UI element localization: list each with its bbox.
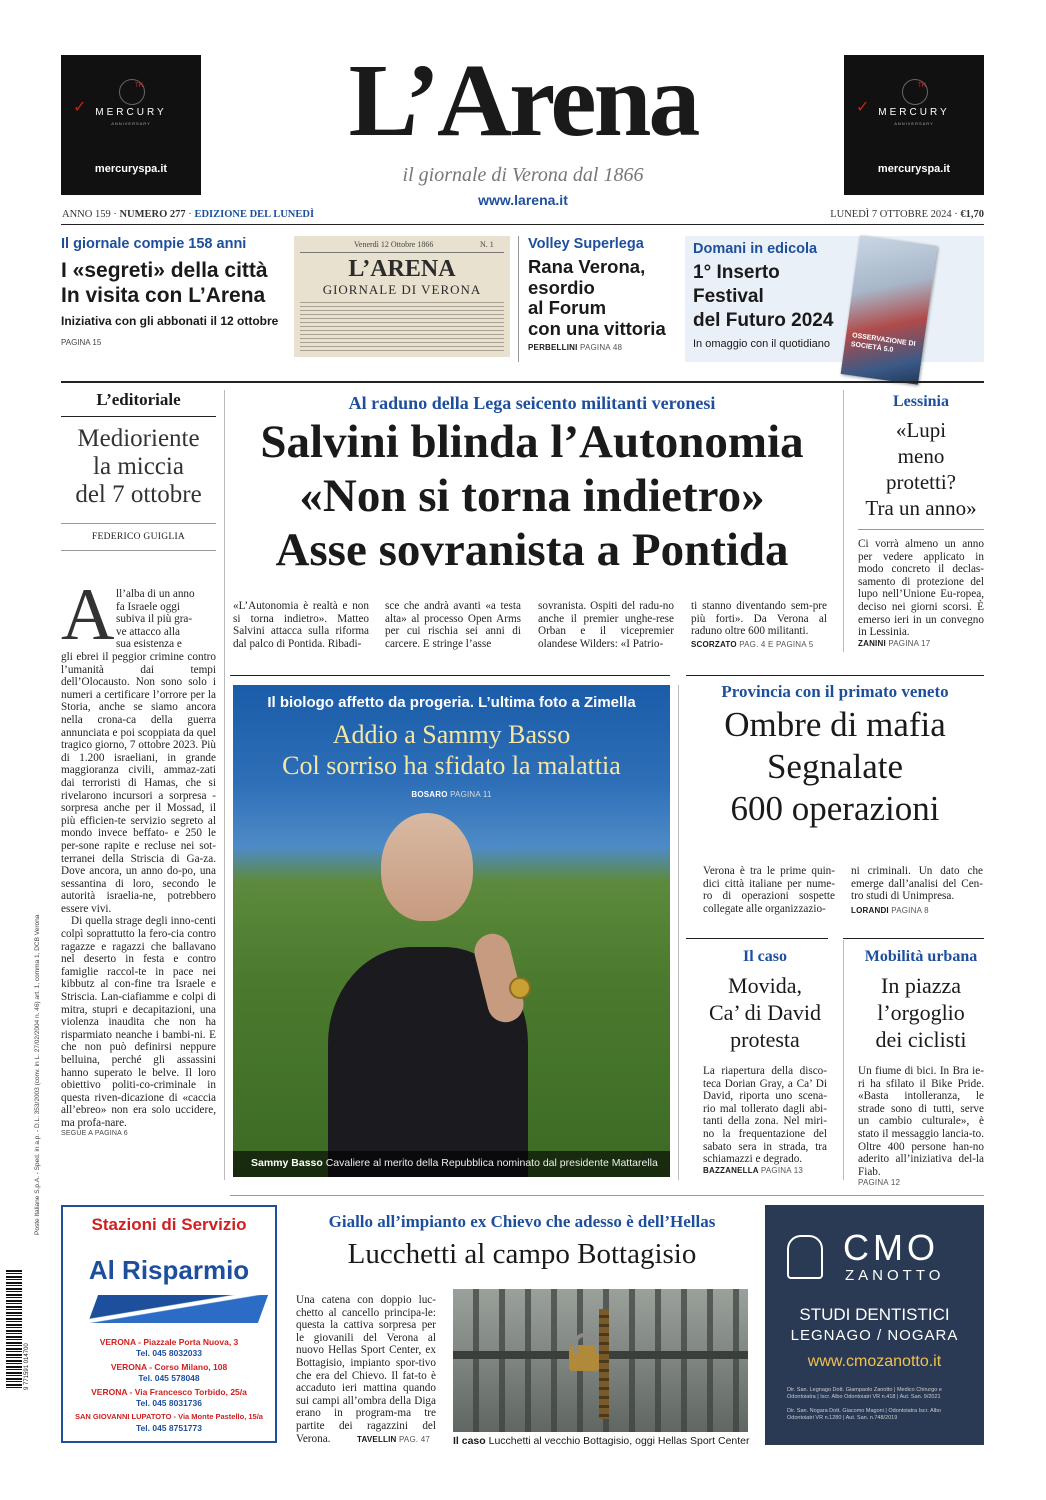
volley-l3: al Forum	[528, 297, 607, 318]
masthead-rule	[61, 224, 984, 225]
station-1: VERONA - Piazzale Porta Nuova, 3	[99, 1337, 239, 1347]
mobilita-title-3: dei ciclisti	[875, 1027, 967, 1052]
editorial-section[interactable]	[61, 390, 216, 559]
editorial-title-3: del 7 ottobre	[75, 481, 202, 508]
old-paper-date: Venerdì 12 Ottobre 1866	[354, 240, 434, 249]
mercury-ad-left[interactable]	[61, 55, 201, 195]
lessinia-story[interactable]	[858, 393, 984, 648]
stazioni-ad[interactable]	[61, 1205, 277, 1443]
inserto-l1: 1° Inserto	[693, 262, 780, 283]
barcode-number: 9 771591 014700	[24, 1343, 30, 1390]
basso-headline-2: Col sorriso ha sfidato la malattia	[282, 751, 621, 780]
lessinia-title-2: meno	[897, 444, 945, 468]
mercury-th: TH	[135, 83, 143, 89]
mobilita-body: Un fiume di bici. In Bra ie-ri ha sfilato il Bike Pride. «Basta intolleranza, le strade sono di tutti, serve un cambio culturale», è stato il messaggio lancia-to. Oltre 400 persone han-no aderito all’iniziativa del-la Fiab.	[858, 1065, 984, 1178]
promo-kicker: Il giornale compie 158 anni	[61, 236, 247, 252]
mafia-headline-1[interactable]: Ombre di mafia	[724, 705, 946, 744]
bottagisio-caption	[453, 1435, 750, 1447]
editorial-dropcap: A	[61, 574, 115, 656]
mafia-col-2: ni criminali. Un dato che emerge dall’analisi del Cen-tro studi di Unimpresa.	[851, 865, 983, 903]
old-paper-num: N. 1	[480, 240, 494, 249]
volley-signature: PERBELLINI PAGINA 48	[528, 343, 623, 352]
volley-l1: Rana Verona,	[528, 256, 646, 277]
promo-anniversary[interactable]	[61, 236, 286, 366]
inserto-desc: In omaggio con il quotidiano	[693, 338, 830, 350]
lessinia-signature: ZANINI PAGINA 17	[858, 638, 931, 648]
road-stripe-icon	[88, 1295, 268, 1323]
bottagisio-caption-label: Il caso	[453, 1435, 486, 1447]
promo-rule	[61, 381, 984, 383]
caso-story[interactable]	[703, 948, 827, 1175]
basso-caption-text: Cavaliere al merito della Repubblica nominato dal presidente Mattarella	[325, 1157, 658, 1169]
date-line: LUNEDÌ 7 OTTOBRE 2024 · €1,70	[830, 209, 984, 220]
station-1-tel: Tel. 045 8032033	[135, 1347, 202, 1358]
cmo-line-1: STUDI DENTISTICI	[799, 1305, 950, 1324]
masthead-tagline: il giornale di Verona dal 1866	[402, 164, 644, 186]
mobilita-title-2: l’orgoglio	[877, 1000, 965, 1025]
bottagisio-headline[interactable]: Lucchetti al campo Bottagisio	[347, 1238, 697, 1270]
mercury-th: TH	[918, 83, 926, 89]
promo-desc: Iniziativa con gli abbonati il 12 ottobre	[61, 314, 279, 328]
lead-headline-2[interactable]: «Non si torna indietro»	[299, 470, 765, 522]
person-head	[381, 813, 473, 921]
lessinia-kicker: Lessinia	[892, 393, 949, 410]
lead-col-3: sovranista. Ospiti del radu-no anche il premier unghe-rese Orban e il vicepremier olandese Wilders: «I Patrio-	[538, 600, 674, 650]
basso-photo[interactable]	[233, 685, 670, 1177]
caso-kicker: Il caso	[743, 948, 787, 965]
cmo-zanotto-ad[interactable]	[765, 1205, 984, 1445]
promo-page: PAGINA 15	[61, 338, 102, 347]
editorial-label: L’editoriale	[96, 390, 181, 409]
mafia-headline-3[interactable]: 600 operazioni	[730, 789, 940, 828]
station-2: VERONA - Corso Milano, 108	[110, 1362, 228, 1372]
station-2-tel: Tel. 045 578048	[138, 1372, 200, 1383]
mobilita-signature: PAGINA 12	[858, 1178, 901, 1188]
lead-col-2: sce che andrà avanti «a testa alta» al processo Open Arms per cui rischia sei anni di carcere. E stringe l’asse	[385, 600, 521, 650]
mobilita-kicker: Mobilità urbana	[864, 948, 978, 965]
basso-signature: BOSARO PAGINA 11	[411, 790, 492, 799]
checkmark-icon: ✓	[73, 97, 87, 116]
promo-title-1: I «segreti» della città	[61, 259, 268, 282]
mercury-anniversary: ANNIVERSARY	[111, 121, 151, 126]
caso-signature: BAZZANELLA PAGINA 13	[703, 1165, 804, 1175]
barcode-icon	[6, 1270, 22, 1390]
inserto-l3: del Futuro 2024	[693, 310, 834, 331]
mercury-logo-text: MERCURY	[95, 107, 167, 118]
lessinia-title-3: protetti?	[886, 470, 956, 494]
basso-caption-name: Sammy Basso	[251, 1157, 323, 1169]
promo-volley[interactable]	[528, 236, 678, 366]
anno: ANNO 159	[62, 209, 111, 220]
numero: NUMERO 277	[119, 209, 186, 220]
lead-kicker: Al raduno della Lega seicento militanti veronesi	[348, 393, 716, 413]
cmo-fine-1: Dir. San. Legnago Dott. Giampaolo Zanotto | Medico Chirurgo e Odontoiatra | Iscr. Albo Odontoiatri VR n.418 | Aut. San. 9/2021	[787, 1387, 942, 1400]
lead-col-1: «L’Autonomia è realtà e non si torna indietro». Matteo Salvini attacca sulla riforma dal palco di Pontida. Ribadi-	[233, 600, 369, 650]
mafia-col-1: Verona è tra le prime quin-dici città italiane per nume-ro di operazioni sospette collegate alle organizzazio-	[703, 865, 835, 915]
mercury-url[interactable]: mercuryspa.it	[94, 163, 168, 175]
masthead-url[interactable]: www.larena.it	[478, 192, 568, 208]
mobilita-story[interactable]	[858, 948, 984, 1187]
caso-body: La riapertura della disco-teca Dorian Gray, a Ca’ Di David, riporta uno scena-rio mal tollerato dagli abi-tanti della zona. Nel miri-no la frequentazione del sabato sera in strada, tra schiamazzi e degrado.	[703, 1065, 827, 1166]
lessinia-title-4: Tra un anno»	[865, 496, 977, 520]
lead-headline-1[interactable]: Salvini blinda l’Autonomia	[260, 416, 804, 468]
inserto-l2: Festival	[693, 286, 764, 307]
promo-title-2: In visita con L’Arena	[61, 284, 266, 307]
magazine-title: OSSERVAZIONE DI SOCIETÀ 5.0	[850, 332, 916, 354]
stazioni-title-2: Al Risparmio	[88, 1255, 250, 1285]
caso-title-3: protesta	[730, 1027, 800, 1052]
mercury-url[interactable]: mercuryspa.it	[877, 163, 951, 175]
promo-inserto[interactable]	[685, 236, 984, 362]
postal-legal-text: Poste Italiane S.p.A. - Sped. in a.p. - D.L. 353/2003 (conv. in L. 27/02/2004 n. 46) art. 1, comma 1, DCB Verona	[34, 914, 41, 1235]
mafia-signature: LORANDI PAGINA 8	[851, 906, 929, 915]
masthead-title: L’Arena	[348, 43, 698, 158]
price: €1,70	[960, 209, 984, 220]
cmo-url[interactable]: www.cmozanotto.it	[807, 1353, 942, 1370]
cmo-fine-2: Dir. San. Nogara Dott. Giacomo Magoni | Odontoiatra Iscr. Albo Odontoiatri VR n.1280 | Aut. San. n.748/2019	[787, 1408, 941, 1421]
inserto-kicker: Domani in edicola	[693, 241, 818, 257]
edition-line: ANNO 159 · NUMERO 277 · EDIZIONE DEL LUNEDÌ	[62, 209, 315, 220]
edizione: EDIZIONE DEL LUNEDÌ	[194, 209, 315, 220]
tooth-icon	[787, 1235, 823, 1279]
padlock-photo[interactable]	[453, 1289, 748, 1432]
mafia-headline-2[interactable]: Segnalate	[766, 747, 904, 786]
old-paper-title: L’ARENA	[348, 256, 456, 282]
volley-l2: esordio	[528, 276, 595, 298]
editorial-body	[61, 651, 216, 1137]
mercury-anniversary: ANNIVERSARY	[894, 121, 934, 126]
editorial-follow: SEGUE A PAGINA 6	[61, 1129, 128, 1137]
lead-signature: SCORZATO PAG. 4 E PAGINA 5	[691, 640, 814, 649]
basso-headline-1: Addio a Sammy Basso	[332, 720, 571, 749]
old-newspaper-image	[294, 236, 510, 357]
lessinia-body: Ci vorrà almeno un anno per vedere applicato in modo concreto il declas-samento di protezione del lupo nell’Unione Eu-ropea, deciso nei giorni scorsi. È emerso ieri in un convegno in Lessinia.	[858, 538, 984, 639]
chain-icon	[599, 1309, 609, 1419]
mobilita-title-1: In piazza	[881, 973, 961, 998]
date: LUNEDÌ 7 OTTOBRE 2024	[830, 209, 952, 220]
lessinia-title-1: «Lupi	[895, 418, 947, 442]
volley-l4: con una vittoria	[528, 317, 666, 339]
editorial-body-text: gli ebrei il peggior crimine contro l’umanità dai tempi dell’Olocausto. Non sono solo i numeri a certificare l’orrore per la Storia, anche se siamo ancora nella crona-ca della guerra annunciata e poi scoppiata da quel tragico giorno, 7 ottobre 2023. Più di 1.200 israeliani, in grande maggioranza civili, ammaz-zati dai terroristi di Hamas, che si rivelarono incursori a sorpresa -sorpresa anche per il Mossad, il più efficien-te servizio segreto al mondo invece beffato- e 250 le per-sone rapite e recluse nei sot-terranei della Striscia di Ga-za. Dove ancora, un anno do-po, una sessantina di loro, secondo le autorità israelia-ne, potrebbero essere vivi.	[61, 651, 216, 915]
lead-headline-3[interactable]: Asse sovranista a Pontida	[275, 524, 789, 576]
lead-col-4: ti stanno diventando sem-pre più forti». Da Verona al raduno oltre 600 militanti.	[691, 600, 827, 638]
editorial-body-text-2: Di quella strage degli inno-centi colpì soprattutto la fero-cia contro ragazze e ragazzi che ballavano nel deserto in festa e contro famiglie raccol-te in pace nei kibbutz al con-fine tra Israele e Striscia. Lan-ciafiamme e colpi di mitra, stupri e decapitazioni, una violenza inaudita che non ha risparmiato neanche i bambi-ni. E che non può definirsi neppure belluina, perché gli assassini hanno superato le belve. Il loro obiettivo politi-co-criminale in questa riven-dicazione di «caccia all’ebreo» non era solo uccidere, ma profa-nare.	[61, 915, 216, 1129]
editorial-author: FEDERICO GUIGLIA	[91, 532, 186, 542]
volley-kicker: Volley Superlega	[528, 236, 644, 252]
mafia-kicker: Provincia con il primato veneto	[721, 682, 949, 701]
editorial-title-1: Medioriente	[77, 425, 200, 452]
stazioni-title-1: Stazioni di Servizio	[91, 1215, 247, 1234]
station-4: SAN GIOVANNI LUPATOTO - Via Monte Pastello, 15/a	[75, 1412, 263, 1421]
station-3-tel: Tel. 045 8031736	[135, 1397, 202, 1408]
station-3: VERONA - Via Francesco Torbido, 25/a	[91, 1387, 247, 1397]
bottagisio-body: Una catena con doppio luc-chetto al cancello principa-le: questa la cattiva sorpresa per le giovanili del Verona al nuovo Hellas Sport Center, ex Bottagisio, impianto spor-tivo che era del Chievo. Il fat-to è accaduto ieri mattina quando sui campi all’ombra della Diga erano in program-ma tre partite dei ragazzini del Verona.	[296, 1294, 436, 1445]
mercury-ad-right[interactable]	[844, 55, 984, 195]
caso-title-1: Movida,	[728, 973, 802, 998]
basso-caption	[251, 1157, 658, 1169]
medal-icon	[509, 977, 531, 999]
station-4-tel: Tel. 045 8751773	[135, 1422, 202, 1433]
basso-kicker: Il biologo affetto da progeria. L’ultima foto a Zimella	[267, 694, 636, 711]
editorial-title-2: la miccia	[93, 453, 184, 480]
bottagisio-kicker: Giallo all’impianto ex Chievo che adesso è dell’Hellas	[328, 1212, 716, 1231]
bottagisio-caption-text: Lucchetti al vecchio Bottagisio, oggi Hellas Sport Center	[488, 1435, 750, 1447]
cmo-line-2: LEGNAGO / NOGARA	[790, 1327, 959, 1344]
checkmark-icon: ✓	[856, 97, 870, 116]
bottagisio-signature: TAVELLIN PAG. 47	[357, 1435, 431, 1444]
editorial-short-lines: ll’alba di un anno fa Israele oggi subiva il più gra- ve attacco alla sua esistenza e	[116, 588, 195, 651]
caso-title-2: Ca’ di David	[708, 1000, 821, 1025]
cmo-brand: CMO	[843, 1227, 939, 1268]
cmo-sub: ZANOTTO	[845, 1267, 945, 1284]
mercury-logo-text: MERCURY	[878, 107, 950, 118]
old-paper-sub: GIORNALE DI VERONA	[322, 282, 482, 297]
